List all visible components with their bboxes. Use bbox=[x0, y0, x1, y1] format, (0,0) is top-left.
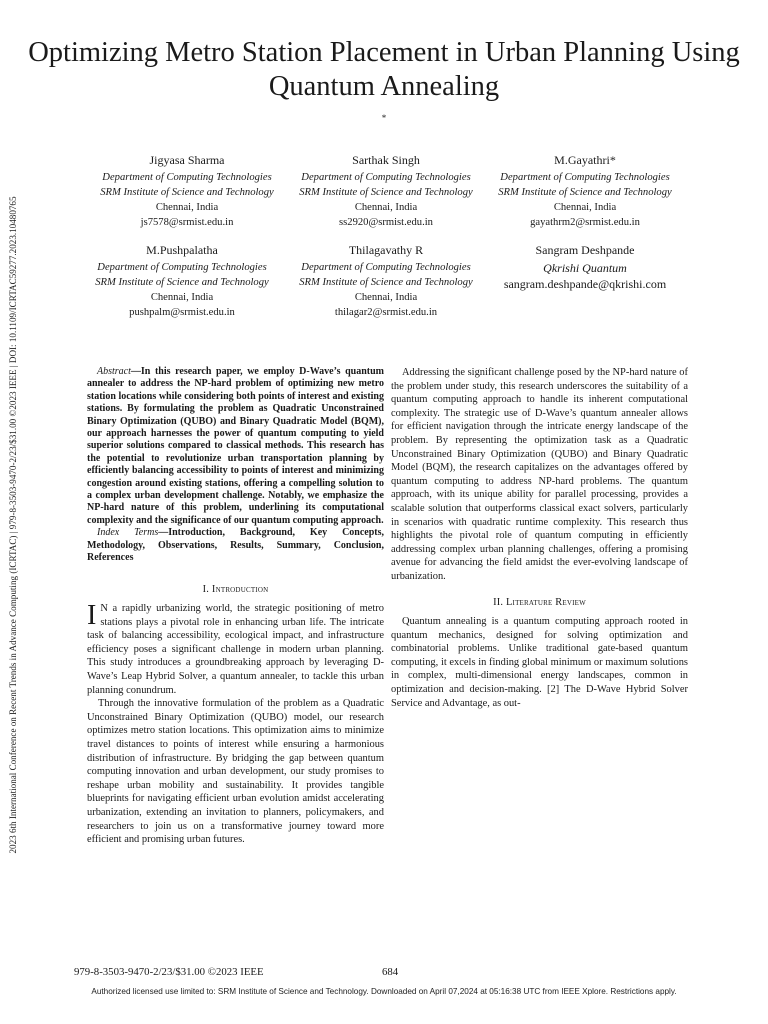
paper-title: Optimizing Metro Station Placement in Urban Planning Using Quantum Annealing bbox=[28, 37, 740, 102]
abstract-lead: Abstract bbox=[97, 366, 131, 377]
author-institution: SRM Institute of Science and Technology bbox=[498, 187, 672, 198]
section-number: II. bbox=[493, 596, 504, 608]
section-title: Literature Review bbox=[506, 596, 586, 608]
author-institution: SRM Institute of Science and Technology bbox=[299, 187, 473, 198]
author-name: Sangram Deshpande bbox=[535, 243, 635, 257]
author-department: Department of Computing Technologies bbox=[301, 262, 471, 273]
author-name: M.Pushpalatha bbox=[146, 243, 218, 257]
author-name: Thilagavathy R bbox=[348, 243, 424, 257]
license-notice: Authorized licensed use limited to: SRM Institute of Science and Technology. Downloaded on April 07,2024 at 05:16:38 UTC from IEEE Xplore. Restrictions apply. bbox=[91, 987, 677, 996]
author-block bbox=[485, 153, 685, 230]
author-email: js7578@srmist.edu.in bbox=[140, 217, 234, 228]
author-institution: SRM Institute of Science and Technology bbox=[95, 277, 269, 288]
page-number: 684 bbox=[382, 966, 399, 978]
author-department: Department of Computing Technologies bbox=[500, 172, 670, 183]
author-email: sangram.deshpande@qkrishi.com bbox=[503, 277, 667, 291]
index-terms-lead: Index Terms bbox=[97, 527, 159, 539]
author-location: Chennai, India bbox=[354, 292, 418, 303]
author-name: Jigyasa Sharma bbox=[149, 153, 225, 167]
intro-paragraph: Addressing the significant challenge posed by the NP-hard nature of the problem under study, this research underscores the suitability of a quantum computing approach to handle its inherent computational complexity. The strategic use of D-Wave’s quantum annealer allows for efficient navigation through the intricate energy landscape of the problem. By representing the optimization task as a Quadratic Unconstrained Binary Optimization (QUBO) and Binary Quadratic Model (BQM), the research capitalizes on the advantages offered by quantum computing to address NP-hard problems. The quantum approach, with its unique ability for parallel processing, provides a scalable solution that outperforms classical exact solvers, particularly in scenarios with quadratic runtime complexity. This research thus highlights the pivotal role of quantum computing in efficiently addressing complex urban planning challenges, offering a promising avenue for advancing the field amidst the ever-evolving landscape of urbanization. bbox=[391, 367, 688, 582]
author-block bbox=[286, 243, 486, 320]
author-block bbox=[82, 243, 282, 320]
author-email: gayathrm2@srmist.edu.in bbox=[530, 217, 640, 228]
literature-paragraph: Quantum annealing is a quantum computing approach rooted in quantum mechanics, designed for solving optimization and combinatorial problems. Unlike traditional gate-based quantum computing, it excels in finding global minimum or maximum solutions in complex, multi-dimensional energy landscapes, common in optimization and decision-making. [2] The D-Wave Hybrid Solver Service and Advantage, as out- bbox=[391, 616, 688, 709]
section-title: Introduction bbox=[211, 583, 269, 595]
intro-paragraph bbox=[87, 602, 384, 697]
abstract bbox=[87, 366, 384, 527]
section-heading-literature-review bbox=[391, 596, 688, 610]
index-terms bbox=[87, 527, 384, 564]
section-number: I. bbox=[202, 583, 210, 595]
author-department: Department of Computing Technologies bbox=[97, 262, 267, 273]
author-department: Department of Computing Technologies bbox=[301, 172, 471, 183]
dropcap: I bbox=[87, 600, 97, 632]
author-email: thilagar2@srmist.edu.in bbox=[334, 307, 438, 318]
right-column bbox=[391, 366, 688, 710]
author-institution: SRM Institute of Science and Technology bbox=[299, 277, 473, 288]
author-block bbox=[87, 153, 287, 230]
author-location: Chennai, India bbox=[553, 202, 617, 213]
abstract-text: —In this research paper, we employ D-Wave’s quantum annealer to address the NP-hard problem of optimizing new metro station locations while considering both points of interest and existing stations. By formulating the problem as Quadratic Unconstrained Binary Optimization (QUBO) and Binary Quadratic Model (BQM), our approach harnesses the power of quantum computing to yield superior solutions compared to classical methods. This research has the potential to revolutionize urban transportation planning by efficiently balancing accessibility to points of interest and minimizing congestion around existing stations, offering a compelling solution to a complex urban development challenge. Notably, we emphasize the NP-hard nature of this problem, underlining its computational complexity and the significance of our quantum computing approach. bbox=[87, 366, 384, 526]
author-email: ss2920@srmist.edu.in bbox=[339, 217, 433, 228]
footer-isbn: 979-8-3503-9470-2/23/$31.00 ©2023 IEEE bbox=[74, 966, 264, 978]
author-location: Chennai, India bbox=[155, 202, 219, 213]
author-department: Department of Computing Technologies bbox=[102, 172, 272, 183]
author-location: Chennai, India bbox=[150, 292, 214, 303]
title-footnote-mark: * bbox=[381, 113, 387, 123]
author-name: M.Gayathri* bbox=[554, 153, 616, 167]
author-block bbox=[485, 243, 685, 292]
left-column bbox=[87, 366, 384, 847]
section-heading-introduction bbox=[87, 583, 384, 597]
author-location: Chennai, India bbox=[354, 202, 418, 213]
author-name: Sarthak Singh bbox=[352, 153, 420, 167]
intro-paragraph-text: N a rapidly urbanizing world, the strategic positioning of metro stations plays a pivotal role in enhancing urban life. The intricate task of balancing accessibility, ecological impact, and infrastructure efficiency poses a significant challenge in modern urban planning. This study introduces a groundbreaking approach by leveraging D-Wave’s Leap Hybrid Solver, a quantum annealer, to tackle this urban planning conundrum. bbox=[87, 603, 384, 696]
author-email: pushpalm@srmist.edu.in bbox=[129, 307, 235, 318]
author-affiliation: Qkrishi Quantum bbox=[543, 261, 627, 275]
author-block bbox=[286, 153, 486, 230]
index-terms-text: —Introduction, Background, Key Concepts, Methodology, Observations, Results, Summary, Conclusion, References bbox=[87, 527, 385, 564]
conference-side-banner: 2023 6th International Conference on Recent Trends in Advance Computing (ICRTAC) | 979-8-3503-9470-2/23/$31.00 ©2023 IEEE | DOI: 10.1109/ICRTAC59277.2023.10480765 bbox=[8, 196, 18, 854]
author-institution: SRM Institute of Science and Technology bbox=[100, 187, 274, 198]
intro-paragraph: Through the innovative formulation of the problem as a Quadratic Unconstrained Binary Optimization (QUBO) model, our research optimizes metro station locations. This optimization aims to minimize travel distances to points of interest while ensuring a harmonious distribution of infrastructure. By bridging the gap between quantum computing innovation and urban development, our study promises to reshape urban mobility and sustainability. It provides tangible blueprints for navigating efficient urban evolution amidst accelerating urbanization, extending an invitation to planners, policymakers, and researchers to join us on a transformative journey toward more efficient and promising urban futures. bbox=[87, 698, 384, 846]
